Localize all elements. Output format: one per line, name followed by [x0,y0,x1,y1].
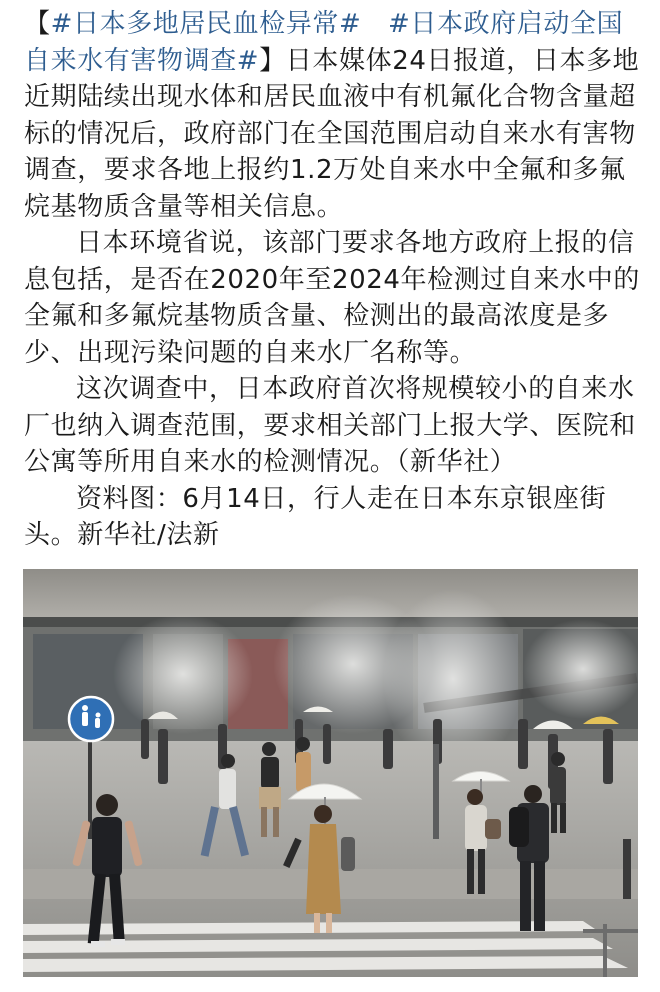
close-bracket: 】 [259,45,286,76]
paragraph-survey-scope: 这次调查中，日本政府首次将规模较小的自来水厂也纳入调查范围，要求相关部门上报大学、医院和公寓等所用自来水的检测情况。（新华社） [24,374,636,477]
news-photo[interactable] [23,569,638,977]
photo-caption: 资料图：6月14日，行人走在日本东京银座街头。新华社/法新 [24,483,607,550]
lead-paragraph [24,6,640,225]
lead-text: 日本媒体24日报道，日本多地近期陆续出现水体和居民血液中有机氟化合物含量超标的情况后，政府部门在全国范围启动自来水有害物调查，要求各地上报约1.2万处自来水中全氟和多氟烷基物质含量等相关信息。 [24,45,640,222]
topic-link-water-survey[interactable]: #日本政府启动全国自来水有害物调查# [24,9,624,76]
article-text [24,6,640,554]
open-bracket: 【 [24,9,51,39]
topic-link-blood-test[interactable]: #日本多地居民血检异常# [50,9,362,39]
paragraph-environment-ministry: 日本环境省说，该部门要求各地方政府上报的信息包括，是否在2020年至2024年检测过自来水中的全氟和多氟烷基物质含量、检测出的最高浓度是多少、出现污染问题的自来水厂名称等。 [24,228,640,368]
